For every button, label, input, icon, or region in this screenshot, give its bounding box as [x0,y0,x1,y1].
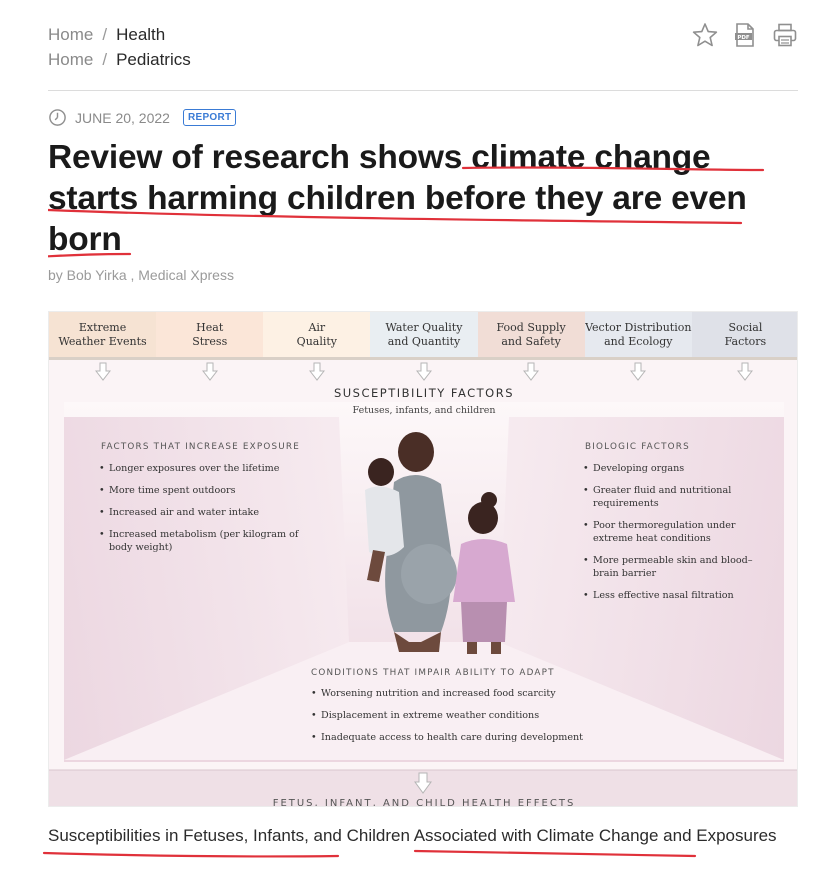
category-vector-distribution: Vector Distribution and Ecology [585,312,692,360]
breadcrumb-pediatrics-link[interactable]: Pediatrics [116,49,191,69]
susceptibility-title: SUSCEPTIBILITY FACTORS [333,386,515,400]
breadcrumb-separator: / [102,49,108,69]
headline-line: born [48,221,122,258]
list-item: • Developing organs [583,462,753,475]
byline[interactable]: by Bob Yirka , Medical Xpress [48,267,234,283]
article-type-badge[interactable]: REPORT [183,109,236,126]
list-item: • Poor thermoregulation under extreme heat conditions [583,519,753,545]
list-item: • More permeable skin and blood–brain barrier [583,554,753,580]
category-heat-stress: Heat Stress [156,312,263,360]
health-effects-heading: FETUS, INFANT, AND CHILD HEALTH EFFECTS [272,798,576,807]
breadcrumb-home-link[interactable]: Home [48,24,94,44]
list-item: • Longer exposures over the lifetime [99,462,299,475]
publish-date: JUNE 20, 2022 [75,109,170,126]
list-item: • Less effective nasal filtration [583,589,753,602]
list-item: • Displacement in extreme weather conditions [311,709,591,722]
breadcrumb-health-link[interactable]: Health [116,24,166,44]
category-air-quality: Air Quality [263,312,370,360]
breadcrumb-home-link[interactable]: Home [48,49,94,69]
list-item: • More time spent outdoors [99,484,299,497]
figure-caption[interactable]: Susceptibilities in Fetuses, Infants, and Children Associated with Climate Change and Exposures [48,826,777,845]
adapt-heading: CONDITIONS THAT IMPAIR ABILITY TO ADAPT [311,668,555,678]
category-water-quality: Water Quality and Quantity [370,312,477,360]
list-item: • Inadequate access to health care during development [311,731,591,744]
category-food-supply: Food Supply and Safety [478,312,585,360]
biologic-heading: BIOLOGIC FACTORS [585,442,690,452]
breadcrumb-separator: / [102,24,108,44]
headline-line: starts harming children before they are even [48,180,747,217]
category-social-factors: Social Factors [692,312,798,360]
category-extreme-weather: Extreme Weather Events [49,312,156,360]
list-item: • Increased metabolism (per kilogram of body weight) [99,528,299,554]
exposure-heading: FACTORS THAT INCREASE EXPOSURE [101,442,300,452]
headline-line: Review of research shows climate change [48,139,711,176]
list-item: • Increased air and water intake [99,506,299,519]
pdf-icon-label: PDF [737,34,750,41]
list-item: • Worsening nutrition and increased food scarcity [311,687,591,700]
susceptibility-subtitle: Fetuses, infants, and children [352,405,496,416]
list-item: • Greater fluid and nutritional requirements [583,484,753,510]
